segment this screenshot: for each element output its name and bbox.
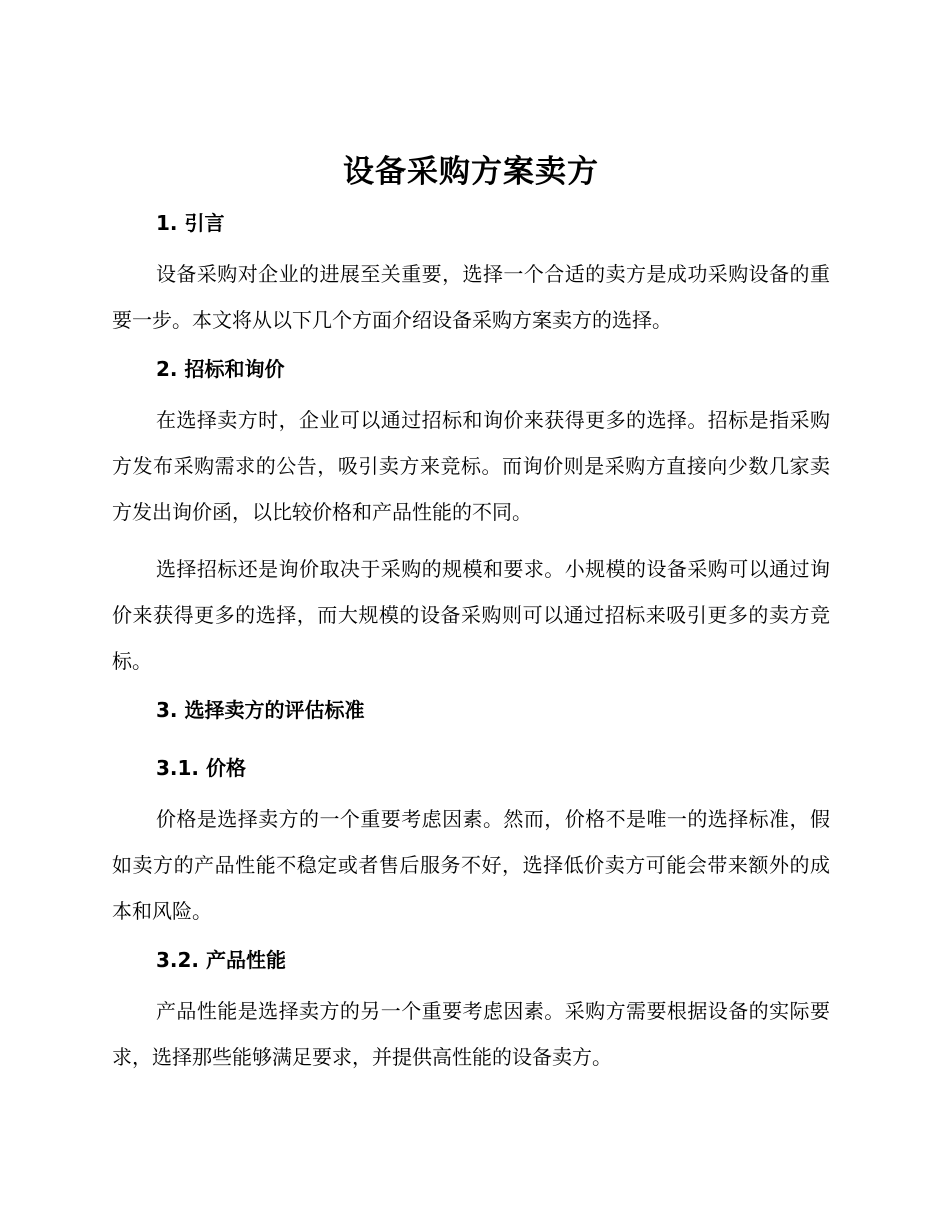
paragraph-intro: 设备采购对企业的进展至关重要，选择一个合适的卖方是成功采购设备的重要一步。本文将从以下几个方面介绍设备采购方案卖方的选择。 — [112, 262, 830, 332]
paragraph-bidding-1: 在选择卖方时，企业可以通过招标和询价来获得更多的选择。招标是指采购方发布采购需求的公告，吸引卖方来竞标。而询价则是采购方直接向少数几家卖方发出询价函，以比较价格和产品性能的不同。 — [112, 408, 830, 524]
paragraph-performance: 产品性能是选择卖方的另一个重要考虑因素。采购方需要根据设备的实际要求，选择那些能够满足要求，并提供高性能的设备卖方。 — [112, 999, 830, 1069]
subsection-heading-price: 3.1. 价格 — [156, 756, 246, 780]
document-title: 设备采购方案卖方 — [343, 154, 599, 190]
paragraph-price: 价格是选择卖方的一个重要考虑因素。然而，价格不是唯一的选择标准，假如卖方的产品性能不稳定或者售后服务不好，选择低价卖方可能会带来额外的成本和风险。 — [112, 807, 830, 923]
paragraph-bidding-2: 选择招标还是询价取决于采购的规模和要求。小规模的设备采购可以通过询价来获得更多的选择，而大规模的设备采购则可以通过招标来吸引更多的卖方竞标。 — [112, 557, 830, 673]
subsection-heading-performance: 3.2. 产品性能 — [156, 948, 286, 972]
section-heading-intro: 1. 引言 — [156, 211, 225, 235]
document-body — [112, 150, 830, 1080]
section-heading-bidding: 2. 招标和询价 — [156, 357, 285, 381]
section-heading-criteria: 3. 选择卖方的评估标准 — [156, 698, 365, 722]
